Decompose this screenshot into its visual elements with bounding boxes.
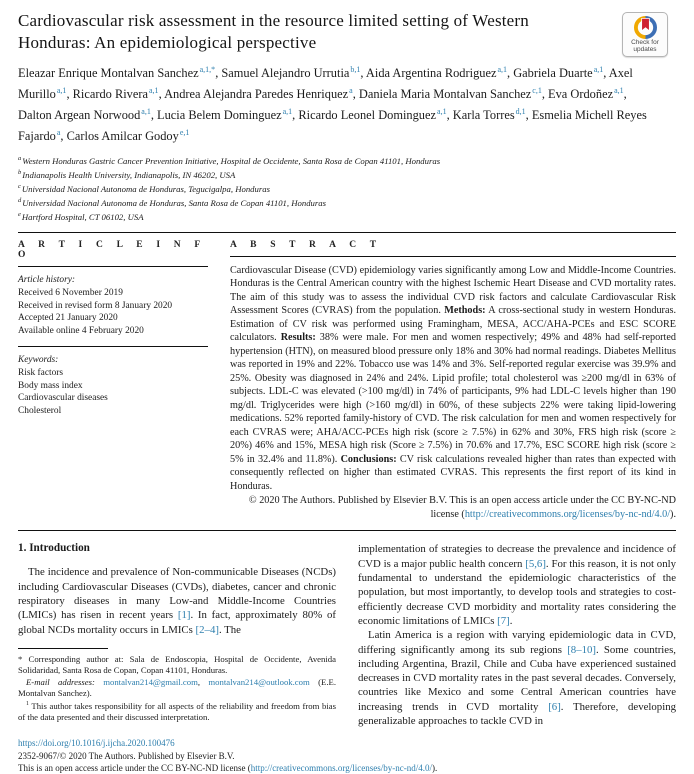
affiliation-text: Hartford Hospital, CT 06102, USA	[21, 211, 144, 222]
citation-link[interactable]: [8–10]	[567, 643, 596, 656]
text-segment: This author takes responsibility for all aspects of the reliability and freedom from bias of the data presented and their discussed interpretation.	[18, 701, 336, 723]
author-superscript: a,1	[282, 107, 293, 117]
info-line: Available online 4 February 2020	[18, 326, 144, 337]
affiliation-line	[18, 153, 676, 167]
text-segment: . For this reason, it is not only fundamental to understand the epidemiologic characteristics of the population, but most importantly, to develop tools and strategies to cost-efficiently decrease CVD morbidity and mortality rates considering the economic limitations of LMICs	[358, 557, 677, 627]
author-superscript: a,1	[437, 107, 447, 117]
affiliation-superscript: d	[18, 196, 22, 204]
affiliation-superscript: e	[18, 210, 21, 218]
author-name: Gabriela Duarte	[513, 66, 593, 81]
text-segment: ).	[670, 508, 676, 520]
info-line: Cardiovascular diseases	[18, 393, 108, 404]
keywords-label: Keywords:	[18, 354, 59, 365]
author-superscript: a	[349, 86, 353, 96]
text-segment: The incidence and prevalence of Non-communicable Diseases (NCDs) including Cardiovascular Diseases (CVDs), diabetes, cancer and chronic respiratory diseases in many Low-and Middle-Income Countries (LMICs) has risen in recent years	[18, 566, 336, 622]
affiliation-line	[18, 195, 676, 209]
affiliation-superscript: b	[18, 168, 22, 176]
text-segment: Results:	[280, 332, 316, 344]
left-column	[18, 542, 336, 728]
text-segment: Latin America is a region with varying epidemiologic data in CVD, differing significantly among its sub regions	[358, 629, 676, 656]
doi-link[interactable]: https://doi.org/10.1016/j.ijcha.2020.100476	[18, 738, 175, 749]
affiliation-text: Indianapolis Health University, Indianapolis, IN 46202, USA	[22, 169, 236, 180]
author-name: Ricardo Rivera	[72, 87, 148, 102]
author-superscript: e,1	[179, 128, 190, 138]
intro-paragraph-right-2	[358, 628, 676, 728]
citation-link[interactable]: [2–4]	[195, 623, 219, 636]
text-segment: A cross-sectional study in western Honduras. Estimation of CV risk was performed using Framingham, MESA, ACC/AHA-PCEs and ESC SCORE calculators.	[230, 305, 676, 344]
email-link[interactable]: montalvan214@gmail.com	[103, 676, 198, 687]
author-name: Andrea Alejandra Paredes Henriquez	[164, 87, 349, 102]
license-line	[18, 762, 676, 774]
author-superscript: a,1	[141, 107, 151, 117]
author-superscript: c,1	[532, 86, 542, 96]
author-name: Dalton Argean Norwood	[18, 108, 141, 123]
author-name: Daniela Maria Montalvan Sanchez	[358, 87, 532, 102]
divider	[18, 266, 208, 267]
citation-link[interactable]: [7]	[497, 614, 510, 627]
text-segment: * Corresponding author at: Sala de Endoscopia, Hospital de Occidente, Avenida Solidaridad, Santa Rosa de Copan, Copan 41101, Honduras.	[18, 653, 336, 676]
corresponding-author-footnote	[18, 654, 336, 677]
affiliation-text: Universidad Nacional Autonoma de Honduras, Tegucigalpa, Honduras	[21, 183, 270, 194]
author-superscript: a,1	[614, 86, 624, 96]
author-name: Lucia Belem Dominguez	[157, 108, 282, 123]
introduction-section	[18, 542, 676, 728]
author-name: Eleazar Enrique Montalvan Sanchez	[18, 66, 199, 81]
intro-paragraph-left	[18, 565, 336, 636]
text-segment: . Therefore, developing generalizable approaches to tackle CVD in	[358, 700, 676, 728]
info-line: Received in revised form 8 January 2020	[18, 300, 173, 311]
divider-top	[18, 232, 676, 233]
text-segment: © 2020 The Authors. Published by Elsevier B.V. This is an open access article under the CC BY-NC-ND license (	[248, 495, 676, 520]
page-footer	[18, 737, 676, 774]
info-line: Received 6 November 2019	[18, 287, 123, 298]
article-title: Cardiovascular risk assessment in the resource limited setting of Western Honduras: An epidemiological perspective	[18, 11, 529, 52]
author-name: Ricardo Leonel Dominguez	[298, 108, 437, 123]
abstract-copyright	[230, 494, 676, 521]
abstract-heading: A B S T R A C T	[230, 239, 380, 250]
article-history-list	[18, 287, 208, 338]
text-segment: ,	[197, 676, 209, 687]
abstract-text	[230, 264, 676, 494]
check-for-updates-badge[interactable]	[622, 12, 668, 57]
author-superscript: a,1	[149, 86, 159, 96]
text-segment: ).	[431, 762, 438, 773]
email-link[interactable]: montalvan214@outlook.com	[208, 676, 310, 687]
email-footnote	[18, 677, 336, 700]
right-column	[358, 542, 676, 728]
intro-paragraph-right-1	[358, 542, 676, 628]
divider	[18, 346, 208, 347]
meta-section	[18, 240, 676, 522]
text-segment: .	[509, 614, 513, 627]
text-segment: Methods:	[444, 305, 486, 317]
info-line: Accepted 21 January 2020	[18, 313, 118, 324]
affiliation-text: Universidad Nacional Autonoma de Honduras, Santa Rosa de Copan 41101, Honduras	[22, 197, 326, 208]
divider-bottom	[18, 530, 676, 531]
text-segment: implementation of strategies to decrease the prevalence and incidence of CVD is a major public health concern	[358, 543, 676, 570]
article-info-heading: A R T I C L E I N F O	[18, 239, 204, 260]
text-segment: . In fact, approximately 80% of global NCDs mortality occurs in LMICs	[18, 609, 336, 636]
text-segment: E-mail addresses:	[26, 676, 104, 687]
affiliation-superscript: c	[18, 182, 21, 190]
author-name: Esmelia Michell Reyes Fajardo	[18, 108, 647, 144]
abstract-column	[230, 240, 676, 522]
cc-license-link[interactable]: http://creativecommons.org/licenses/by-nc-nd/4.0/	[250, 762, 432, 773]
info-line: Body mass index	[18, 380, 83, 391]
author-name: Eva Ordoñez	[548, 87, 614, 102]
text-segment: This is an open access article under the CC BY-NC-ND license (	[18, 762, 251, 773]
text-segment: CV risk calculations revealed higher than rates than expected with consequently reflected on higher than estimated CVRAS. This represents the first report of its kind in Honduras.	[230, 453, 677, 492]
divider	[230, 256, 676, 257]
author-name: Karla Torres	[452, 108, 515, 123]
text-segment: Cardiovascular Disease (CVD) epidemiology varies significantly among Low and Middle-Income Countries. Honduras is the Central American country with the highest Ischemic Heart Disease and CVD mortality rates. The aim of this study was to assess the individual CVD risk factors and calculate Cardiovascular Risk Assessment Scores (CVRAS) from the population.	[230, 264, 676, 317]
author-superscript: a,1	[56, 86, 67, 96]
author-name: Axel Murillo	[18, 66, 633, 102]
affiliation-line	[18, 167, 676, 181]
author-name: Aida Argentina Rodriguez	[365, 66, 497, 81]
footnotes-block	[18, 648, 336, 724]
affiliation-line	[18, 209, 676, 223]
text-segment: 1	[26, 701, 29, 708]
article-history-label: Article history:	[18, 274, 76, 285]
section-heading-introduction: 1. Introduction	[18, 542, 90, 555]
author-list: Eleazar Enrique Montalvan Sanchez$^{a,1,*}$, Samuel Alejandro Urrutia$^{b,1}$, Aida Argentina Rodriguez$^{a,1}$, Gabriela Duarte$^{a,1}$, Axel Murillo$^{a,1}$, Ricardo Rivera$^{a,1}$, Andrea Alejandra Paredes Henriquez$^a$, Daniela Maria Montalvan Sanchez$^{c,1}$, Eva Ordoñez$^{a,1}$, Dalton Argean Norwood$^{a,1}$, Lucia Belem Dominguez$^{a,1}$, Ricardo Leonel Dominguez$^{a,1}$, Karla Torres$^{d,1}$, Esmelia Michell Reyes Fajardo$^a$, Carlos Amilcar Godoy$^{e,1}$	[18, 65, 647, 144]
citation-link[interactable]: [6]	[548, 700, 561, 713]
cc-license-link[interactable]: http://creativecommons.org/licenses/by-nc-nd/4.0/	[464, 508, 671, 520]
article-info-column	[18, 240, 208, 522]
author-superscript: d,1	[515, 107, 526, 117]
responsibility-footnote	[18, 699, 336, 723]
info-line: Risk factors	[18, 367, 64, 378]
footnote-separator	[18, 648, 108, 649]
header	[18, 10, 676, 54]
author-superscript: a	[56, 128, 61, 138]
info-line: Cholesterol	[18, 406, 62, 417]
text-segment: 38% were male. For men and women respectively; 49% and 48% had self-reported hypertension (HTN), on measured blood pressure only 18% and 30% had normal readings. Diabetes Mellitus was reported in 19% and 22%. Tobacco use was 14% and 3%. Self-reported regular exercise was 39.9% and 25%. Obesity was diagnosed in 24% and 24%. Lipid profile; total cholesterol was ≥200 mg/dl in 63% of subjects. LDL-C was elevated (>100 mg/dl) in 74% of participants, 9% had LDL-C levels higher than 190 mg/dl. Triglycerides were high (>160 mg/dl) in 60%, of these subjects 22% were taking lipid-lowering medications. 52% reported family-history of CVD. The risk calculation for men and women respectively for each CVRAS were; AHA/ACC-PCEs high risk (score ≥ 7.5%) in 62% and 30%, FRS high risk (score ≥ 20%) 46% and 15%, MESA high risk (Score ≥ 7.5%) in 70.6% and 17.7%, ESC SCORE high risk (score ≥ 5% in 32.4% and 11.8%).	[230, 332, 676, 465]
text-segment: . The	[218, 623, 241, 636]
affiliation-superscript: a	[18, 154, 22, 162]
keywords-list	[18, 367, 208, 418]
affiliation-text: Western Honduras Gastric Cancer Prevention Initiative, Hospital de Occidente, Santa Rosa de Copan 41101, Honduras	[22, 155, 441, 166]
crossmark-icon	[634, 16, 657, 39]
author-superscript: b,1	[350, 65, 361, 74]
author-superscript: a,1	[497, 65, 508, 74]
text-segment: (E.E. Montalvan Sanchez).	[18, 676, 336, 698]
affiliation-list	[18, 153, 676, 223]
author-superscript: a,1,*	[199, 65, 216, 74]
author-name: Samuel Alejandro Urrutia	[221, 66, 350, 81]
author-superscript: a,1	[593, 65, 604, 74]
citation-link[interactable]: [5,6]	[525, 557, 546, 570]
affiliation-line	[18, 181, 676, 195]
check-for-updates-label: Check for updates	[631, 39, 659, 53]
citation-link[interactable]: [1]	[177, 609, 191, 622]
text-segment: . Some countries, including Argentina, Brazil, Chile and Cuba have experienced sustained decreases in CVD mortality rates in the past several decades. Conversely, countries like Mexico and some Central American countries have increasing trends in CVD mortality	[358, 643, 676, 713]
author-name: Carlos Amilcar Godoy	[66, 129, 179, 144]
text-segment: Conclusions:	[340, 453, 397, 465]
issn-copyright-line: 2352-9067/© 2020 The Authors. Published by Elsevier B.V.	[18, 750, 235, 761]
